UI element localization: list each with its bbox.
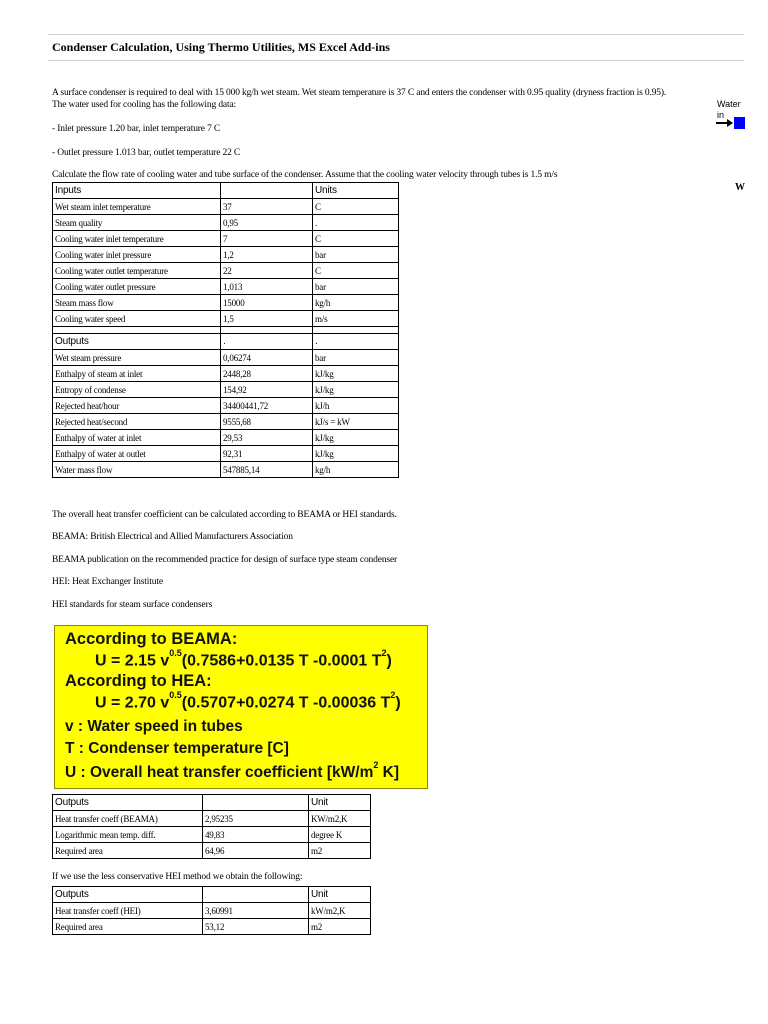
table-cell: 34400441,72 [221,398,313,414]
arrow-right-icon [716,118,734,128]
table-cell: m2 [309,919,371,935]
note-1: The overall heat transfer coefficient can be calculated according to BEAMA or HEI standards. [52,510,397,520]
table-cell: 7 [221,231,313,247]
table-cell: Inputs [53,183,221,199]
hea-heading: According to HEA: [65,672,212,690]
table-cell: bar [313,279,399,295]
hei-intro-line: If we use the less conservative HEI method we obtain the following: [52,872,303,882]
table-cell: 29,53 [221,430,313,446]
hea-eq-part: (0.5707+0.0274 T -0.00036 T [181,694,391,712]
table-row [53,414,399,430]
table-cell: kJ/h [313,398,399,414]
beama-output-table [52,794,371,859]
table-cell: 1,2 [221,247,313,263]
table-cell: 2448,28 [221,366,313,382]
table-cell [221,327,313,334]
table-cell: kW/m2,K [309,903,371,919]
table-row [53,811,371,827]
table-cell: kg/h [313,295,399,311]
beama-equation [95,648,392,670]
table-row [53,295,399,311]
table-cell: kJ/s = kW [313,414,399,430]
top-divider [48,34,744,35]
formula-box [54,625,428,789]
main-table-body [53,183,399,478]
beama-eq-part: U = 2.15 v [95,652,170,670]
table-cell: 3,60991 [203,903,309,919]
table-cell: Water mass flow [53,462,221,478]
hea-eq-exponent: 2 [390,690,396,700]
definition-u-exponent: 2 [373,760,379,770]
table-cell: 37 [221,199,313,215]
table-row [53,430,399,446]
water-label: Water [717,99,741,109]
table-cell: Wet steam pressure [53,350,221,366]
table-row [53,366,399,382]
table-cell: kJ/kg [313,430,399,446]
table-cell: kJ/kg [313,366,399,382]
table-cell: Enthalpy of water at inlet [53,430,221,446]
table-cell: kg/h [313,462,399,478]
main-data-table [52,182,399,478]
table-row [53,215,399,231]
definition-u-part: U : Overall heat transfer coefficient [kW/m [65,764,374,782]
table-cell: 49,83 [203,827,309,843]
intro-line-2: The water used for cooling has the following data: [52,100,237,110]
table-cell [313,327,399,334]
table-spacer-row [53,327,399,334]
table-cell: kJ/kg [313,382,399,398]
table-cell: Required area [53,843,203,859]
table-row [53,382,399,398]
table-cell: 9555,68 [221,414,313,430]
table-row [53,231,399,247]
beama-heading: According to BEAMA: [65,630,238,648]
table-cell: Cooling water outlet pressure [53,279,221,295]
table-cell: kJ/kg [313,446,399,462]
table-row [53,199,399,215]
table-cell: Steam quality [53,215,221,231]
table-cell: m/s [313,311,399,327]
table-cell: Cooling water inlet temperature [53,231,221,247]
table-cell: Wet steam inlet temperature [53,199,221,215]
table-cell: Cooling water inlet pressure [53,247,221,263]
table-cell: . [313,334,399,350]
table-cell: 154,92 [221,382,313,398]
table-cell: 2,95235 [203,811,309,827]
clipped-w-label: W [735,182,745,193]
table-cell: Outputs [53,887,203,903]
table-row [53,263,399,279]
table-cell: Entropy of condense [53,382,221,398]
table-cell: Required area [53,919,203,935]
page-title: Condenser Calculation, Using Thermo Utilities, MS Excel Add-ins [52,40,390,54]
hea-eq-exponent: 0.5 [169,690,182,700]
table-row [53,843,371,859]
table-cell: C [313,263,399,279]
table-cell: 547885,14 [221,462,313,478]
table-cell: Unit [309,795,371,811]
table-cell: Enthalpy of steam at inlet [53,366,221,382]
table-cell: m2 [309,843,371,859]
table-cell: Logarithmic mean temp. diff. [53,827,203,843]
table-cell [221,183,313,199]
table-cell: 22 [221,263,313,279]
table-cell: Outputs [53,334,221,350]
table-row [53,919,371,935]
table-cell: 92,31 [221,446,313,462]
table-cell: . [221,334,313,350]
table-cell: C [313,231,399,247]
table-cell: 0,95 [221,215,313,231]
table-cell: degree K [309,827,371,843]
table-row [53,334,399,350]
table-cell [53,327,221,334]
task-line: Calculate the flow rate of cooling water and tube surface of the condenser. Assume that the cooling water velocity through tubes is 1.5 m/s [52,170,558,180]
table-row [53,398,399,414]
table-cell: Heat transfer coeff (BEAMA) [53,811,203,827]
table-row [53,247,399,263]
note-2: BEAMA: British Electrical and Allied Manufacturers Association [52,532,293,542]
table-cell: Outputs [53,795,203,811]
table-cell: Cooling water speed [53,311,221,327]
table-cell: Rejected heat/second [53,414,221,430]
water-inlet-marker [734,117,745,129]
table-cell: Unit [309,887,371,903]
definition-u [65,760,400,782]
beama-table-body [53,795,371,859]
table-cell: Enthalpy of water at outlet [53,446,221,462]
table-cell: 1,5 [221,311,313,327]
hea-eq-part: U = 2.70 v [95,694,170,712]
table-cell: 64,96 [203,843,309,859]
table-cell: Units [313,183,399,199]
table-cell: Steam mass flow [53,295,221,311]
table-cell: Rejected heat/hour [53,398,221,414]
table-row [53,311,399,327]
beama-eq-part: ) [386,652,392,670]
beama-eq-exponent: 2 [381,648,387,658]
title-divider [48,60,744,61]
beama-eq-part: (0.7586+0.0135 T -0.0001 T [181,652,382,670]
table-row [53,350,399,366]
table-row [53,795,371,811]
note-5: HEI standards for steam surface condensers [52,600,213,610]
in-label: in [717,110,725,120]
table-row [53,462,399,478]
outlet-data-line: - Outlet pressure 1.013 bar, outlet temperature 22 C [52,148,241,158]
table-cell: 0,06274 [221,350,313,366]
definition-u-part: K] [378,764,400,782]
table-row [53,887,371,903]
hei-table-body [53,887,371,935]
table-cell: bar [313,350,399,366]
table-row [53,446,399,462]
table-cell: 15000 [221,295,313,311]
note-4: HEI: Heat Exchanger Institute [52,577,163,587]
hea-eq-part: ) [395,694,401,712]
table-cell: KW/m2,K [309,811,371,827]
intro-line-1: A surface condenser is required to deal with 15 000 kg/h wet steam. Wet steam temperature is 37 C and enters the condenser with 0.95 quality (dryness fraction is 0.95). [52,88,667,98]
table-cell: . [313,215,399,231]
table-cell: bar [313,247,399,263]
table-cell: C [313,199,399,215]
table-row [53,279,399,295]
table-cell: 1,013 [221,279,313,295]
table-row [53,183,399,199]
table-row [53,827,371,843]
table-cell [203,887,309,903]
table-cell: Heat transfer coeff (HEI) [53,903,203,919]
definition-t: T : Condenser temperature [C] [65,740,289,757]
table-cell: 53,12 [203,919,309,935]
beama-eq-exponent: 0.5 [169,648,182,658]
hea-equation [95,690,401,712]
table-cell [203,795,309,811]
note-3: BEAMA publication on the recommended practice for design of surface type steam condenser [52,555,398,565]
hei-output-table [52,886,371,935]
inlet-data-line: - Inlet pressure 1.20 bar, inlet temperature 7 C [52,124,221,134]
table-row [53,903,371,919]
table-cell: Cooling water outlet temperature [53,263,221,279]
definition-v: v : Water speed in tubes [65,718,243,735]
